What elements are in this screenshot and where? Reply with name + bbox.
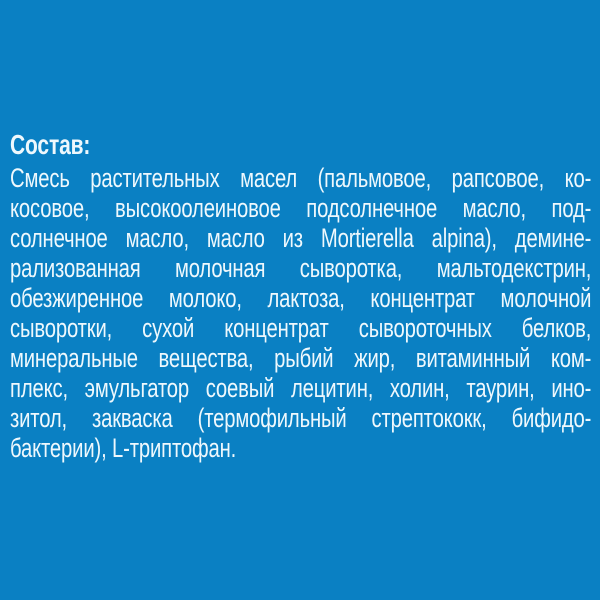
composition-line: рализованная молочная сыворотка, мальтодекстрин, [10, 253, 592, 283]
composition-line: минеральные вещества, рыбий жир, витаминный ком- [10, 343, 592, 373]
composition-line: сыворотки, сухой концентрат сывороточных белков, [10, 313, 592, 343]
composition-line: солнечное масло, масло из Mortierella alpina), демине- [10, 223, 592, 253]
composition-line: зитол, закваска (термофильный стрептококк, бифидо- [10, 403, 592, 433]
composition-line: обезжиренное молоко, лактоза, концентрат молочной [10, 283, 592, 313]
composition-line: плекс, эмульгатор соевый лецитин, холин, таурин, ино- [10, 373, 592, 403]
composition-line: косовое, высокоолеиновое подсолнечное масло, под- [10, 193, 592, 223]
composition-line: бактерии), L-триптофан. [10, 433, 237, 463]
composition-line: Смесь растительных масел (пальмовое, рапсовое, ко- [10, 163, 592, 193]
ingredients-text-block [10, 130, 591, 463]
composition-heading: Состав: [10, 129, 91, 160]
